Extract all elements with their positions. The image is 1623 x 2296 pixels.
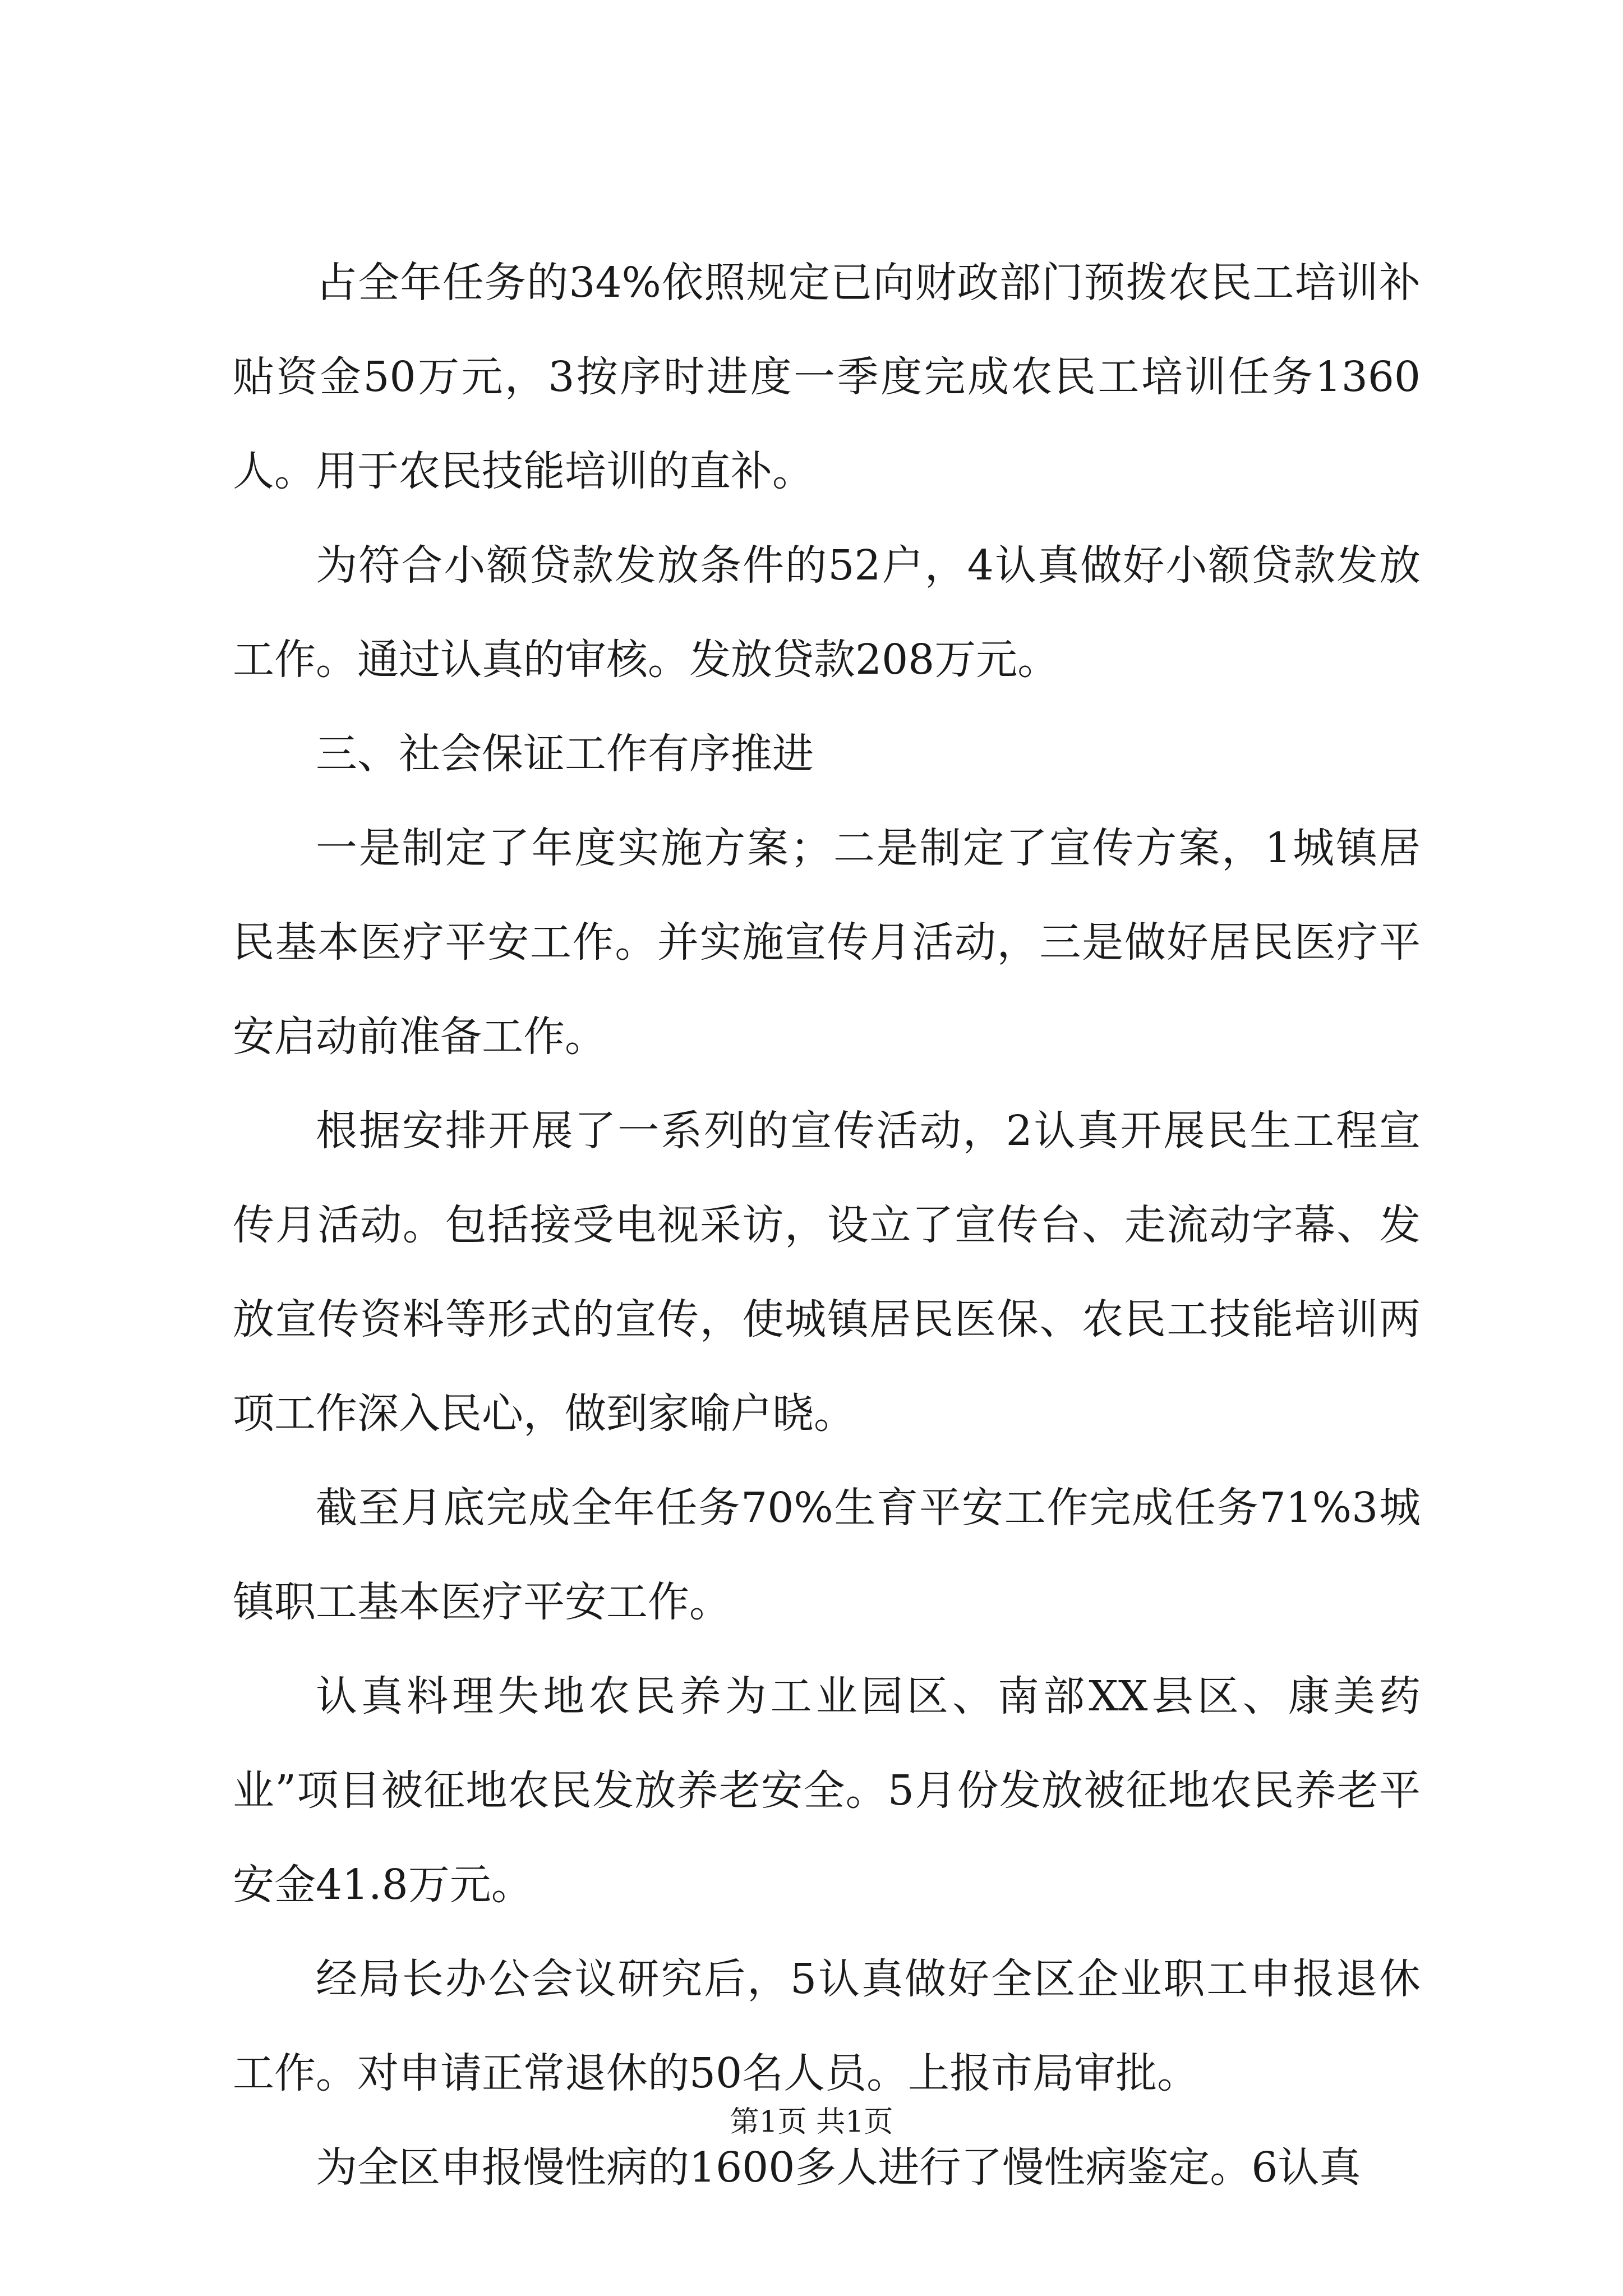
section-heading: 三、社会保证工作有序推进 [316, 730, 814, 778]
paragraph-5: 根据安排开展了一系列的宣传活动，2认真开展民生工程宣传月活动。包括接受电视采访，设立了宣传台、走流动字幕、发放宣传资料等形式的宣传，使城镇居民医保、农民工技能培训两项工作深入民心，做到家喻户晓。 [233, 1107, 1421, 1438]
document-body [233, 236, 1421, 2215]
paragraph-7: 认真料理失地农民养为工业园区、南部XX县区、康美药业”项目被征地农民发放养老安全。5月份发放被征地农民养老平安金41.8万元。 [233, 1672, 1421, 1909]
paragraph-4: 一是制定了年度实施方案；二是制定了宣传方案，1城镇居民基本医疗平安工作。并实施宣传月活动，三是做好居民医疗平安启动前准备工作。 [233, 824, 1421, 1061]
paragraph-6: 截至月底完成全年任务70%生育平安工作完成任务71%3城镇职工基本医疗平安工作。 [233, 1484, 1421, 1626]
paragraph-9: 为全区申报慢性病的1600多人进行了慢性病鉴定。6认真 [316, 2143, 1361, 2192]
paragraph-2: 为符合小额贷款发放条件的52户，4认真做好小额贷款发放工作。通过认真的审核。发放贷款208万元。 [233, 541, 1421, 684]
paragraph-8: 经局长办公会议研究后，5认真做好全区企业职工申报退休工作。对申请正常退休的50名人员。上报市局审批。 [233, 1955, 1421, 2097]
page-footer: 第1页 共1页 [730, 2105, 893, 2139]
paragraph-1: 占全年任务的34%依照规定已向财政部门预拨农民工培训补贴资金50万元，3按序时进度一季度完成农民工培训任务1360人。用于农民技能培训的直补。 [233, 259, 1421, 495]
